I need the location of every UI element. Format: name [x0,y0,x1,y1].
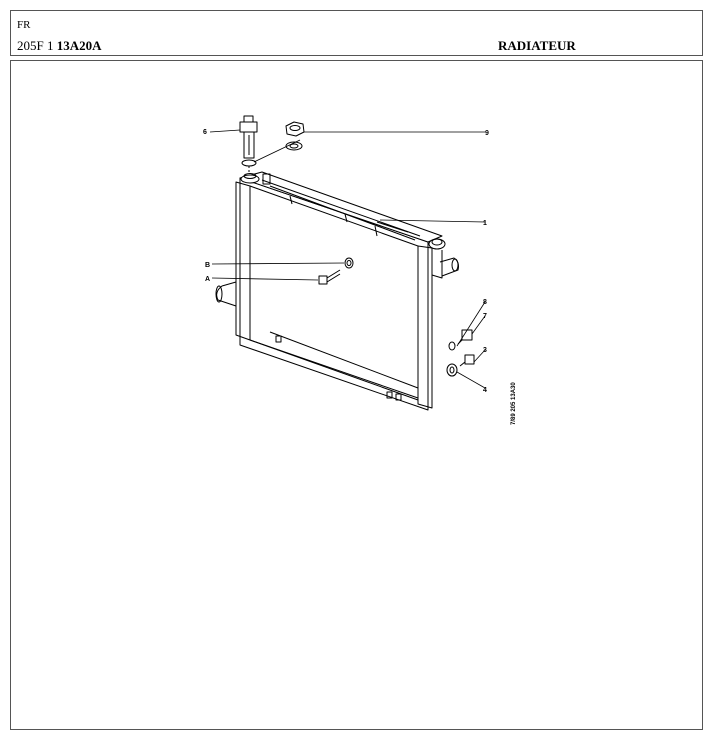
model-code-bold: 13A20A [56,38,102,53]
callout-4: 4 [483,387,487,394]
callout-9: 9 [485,130,489,137]
callout-3: 3 [483,347,487,354]
callout-7: 7 [483,313,487,320]
part-4-washer [447,364,457,376]
language-label: FR [17,19,31,31]
page-title: RADIATEUR [498,38,576,53]
callout-B: B [205,262,211,269]
callout-1: 1 [483,220,487,227]
part-6-screw [240,116,257,172]
radiator-body [216,172,459,410]
part-7-plug [458,330,472,344]
callout-A: A [205,276,211,283]
callout-6: 6 [203,129,207,136]
part-3-plug [460,355,474,366]
drawing-reference: 7/89 205 13A30 [511,382,517,425]
callout-8: 8 [483,299,487,306]
part-8-washer [449,342,455,350]
model-prefix: 205F 1 [17,38,57,53]
